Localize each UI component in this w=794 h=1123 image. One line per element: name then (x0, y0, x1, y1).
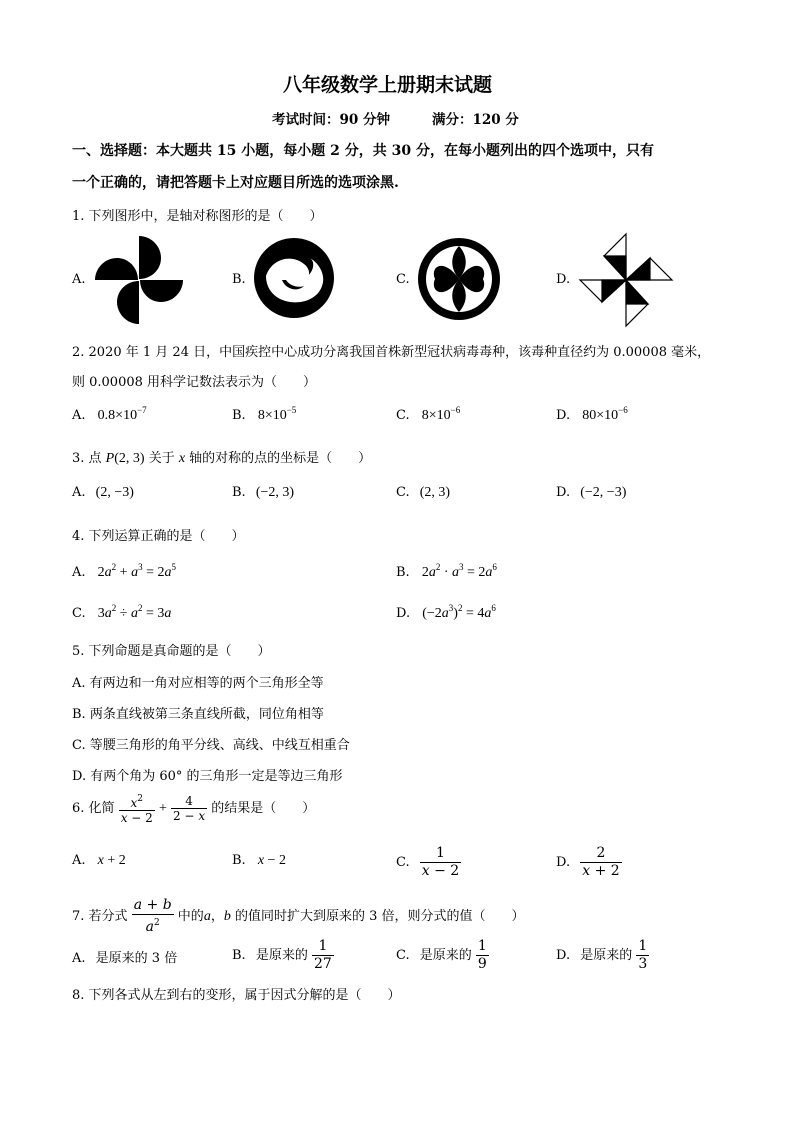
q6-option-c-label: C. (396, 855, 410, 870)
q7-post: 的值同时扩大到原来的 3 倍，则分式的值（ ） (230, 909, 525, 924)
question-1: 1. 下列图形中，是轴对称图形的是（ ） (72, 209, 323, 224)
q6-option-a: A. x + 2 (72, 853, 126, 868)
section-instructions-line1: 一、选择题：本大题共 15 小题，每小题 2 分，共 30 分，在每小题列出的四个选项中，只有 (72, 143, 654, 159)
q1-label-d: D. (556, 272, 571, 287)
q7-option-d (556, 938, 649, 973)
four-petal-circle-figure (416, 236, 502, 322)
q2-option-d-exp: −6 (618, 405, 628, 415)
q3-option-d (556, 485, 626, 501)
q3-option-a-value: (2, −3) (95, 485, 134, 500)
q7-option-c-fraction: $\frac{1}{9}$ (477, 938, 487, 972)
q6-fraction-1: $\frac{x^2}{x - 2}$ (120, 794, 153, 825)
q2-option-b-base: 8×10 (257, 408, 287, 423)
q7-var-a: a (203, 909, 211, 924)
q3-mid: 关于 (144, 451, 179, 466)
q7-fraction: $\frac{a + b}{a^2}$ (133, 897, 172, 935)
q4-option-d: D. $(-2a^3)^2 = 4a^6$ (396, 603, 496, 621)
q3-post: 轴的对称的点的坐标是（ ） (185, 451, 372, 466)
q3-option-b-label: B. (232, 485, 246, 500)
q7-option-d-text: 是原来的 (580, 948, 633, 963)
q3-option-c-value: (2, 3) (419, 485, 451, 500)
q4-option-b-label: B. (396, 565, 410, 580)
q5-option-a: A. 有两边和一角对应相等的两个三角形全等 (72, 676, 324, 691)
q5-option-c: C. 等腰三角形的角平分线、高线、中线互相重合 (72, 738, 350, 753)
q1-label-c: C. (396, 272, 410, 287)
q4-option-c-label: C. (72, 606, 86, 621)
q3-option-b (232, 485, 294, 501)
q6-option-a-label: A. (72, 853, 86, 868)
q1-label-b: B. (232, 272, 246, 287)
q7-option-b-fraction: $\frac{1}{27}$ (313, 938, 332, 972)
q3-option-a-label: A. (72, 485, 86, 500)
q7-option-b (232, 938, 334, 973)
q2-option-b-label: B. (232, 408, 246, 423)
swirl-circle-figure (252, 236, 336, 320)
q2-option-d-label: D. (556, 408, 571, 423)
question-6: 6. 化简 $\frac{x^2}{x - 2}$ + $\frac{4}{2 - x}$ 的结果是（ ） (72, 794, 316, 825)
question-2-line1: 2. 2020 年 1 月 24 日，中国疾控中心成功分离我国首株新型冠状病毒毒种，该毒种直径约为 0.00008 毫米， (72, 345, 711, 360)
q3-option-c (396, 485, 450, 501)
q2-option-d (556, 405, 628, 424)
q3-option-a (72, 485, 134, 501)
q7-option-b-text: 是原来的 (255, 948, 308, 963)
q2-option-c-label: C. (396, 408, 410, 423)
q6-option-d-fraction: $\frac{2}{x + 2}$ (582, 845, 620, 879)
q6-fraction-2: $\frac{4}{2 - x}$ (172, 794, 206, 823)
full-score: 满分：120 分 (432, 112, 519, 128)
question-7 (72, 897, 525, 936)
q7-option-a-label: A. (72, 951, 86, 966)
q2-option-a-base: 0.8×10 (97, 408, 138, 423)
q2-option-c-exp: −6 (450, 405, 461, 415)
q7-mid: 中的 (177, 909, 204, 924)
exam-time: 考试时间：90 分钟 (272, 112, 390, 128)
q5-option-d: D. 有两个角为 60° 的三角形一定是等边三角形 (72, 769, 343, 784)
q4-option-b: B. $2a^2 \cdot a^3 = 2a^6$ (396, 562, 497, 580)
q7-option-c-text: 是原来的 (419, 948, 472, 963)
question-5: 5. 下列命题是真命题的是（ ） (72, 644, 271, 659)
q6-post: 的结果是（ ） (211, 801, 316, 816)
q2-option-b (232, 405, 296, 424)
q3-axis: x (178, 451, 186, 466)
q6-pre: 6. 化简 (72, 801, 115, 816)
q2-option-a-label: A. (72, 408, 86, 423)
q7-option-c (396, 938, 489, 973)
q2-option-b-exp: −5 (286, 405, 297, 415)
q7-option-b-label: B. (232, 948, 246, 963)
question-4: 4. 下列运算正确的是（ ） (72, 529, 245, 544)
q7-option-a-text: 是原来的 3 倍 (95, 951, 178, 966)
page-title: 八年级数学上册期末试题 (283, 74, 493, 96)
q3-option-d-label: D. (556, 485, 571, 500)
q4-option-a: A. $2a^2 + a^3 = 2a^5$ (72, 562, 176, 580)
q6-option-c-fraction: $\frac{1}{x - 2}$ (421, 845, 460, 879)
q3-option-b-value: (−2, 3) (255, 485, 295, 500)
pinwheel-figure (91, 232, 187, 328)
q3-point: P (105, 451, 115, 466)
q6-option-c (396, 845, 461, 880)
question-2-line2: 则 0.00008 用科学记数法表示为（ ） (72, 375, 317, 390)
q3-option-c-label: C. (396, 485, 410, 500)
q3-option-d-value: (−2, −3) (580, 485, 627, 500)
q6-option-d-label: D. (556, 855, 571, 870)
q4-option-d-label: D. (396, 606, 411, 621)
question-8: 8. 下列各式从左到右的变形，属于因式分解的是（ ） (72, 988, 401, 1003)
section-instructions-line2: 一个正确的，请把答题卡上对应题目所选的选项涂黑. (72, 175, 399, 191)
q5-option-b: B. 两条直线被第三条直线所截，同位角相等 (72, 707, 324, 722)
q2-option-c-base: 8×10 (421, 408, 451, 423)
q7-option-d-label: D. (556, 948, 571, 963)
triangle-pinwheel-figure (578, 232, 674, 328)
q4-option-a-label: A. (72, 565, 86, 580)
q2-option-d-base: 80×10 (582, 408, 619, 423)
q7-var-b: b (223, 909, 231, 924)
q4-option-c: C. $3a^2 \div a^2 = 3a$ (72, 603, 172, 621)
q2-option-a (72, 405, 147, 424)
q7-option-c-label: C. (396, 948, 410, 963)
q7-option-d-fraction: $\frac{1}{3}$ (638, 938, 648, 972)
q7-comma: ， (210, 909, 224, 924)
q6-option-d (556, 845, 622, 880)
q7-option-a (72, 947, 177, 966)
q7-pre: 7. 若分式 (72, 909, 128, 924)
q3-pre: 3. 点 (72, 451, 106, 466)
question-3 (72, 447, 371, 467)
q2-option-c (396, 405, 460, 424)
q6-option-b: B. x − 2 (232, 853, 286, 868)
q3-coords: (2, 3) (114, 451, 145, 466)
q6-option-b-label: B. (232, 853, 246, 868)
q2-option-a-exp: −7 (137, 405, 147, 415)
q1-label-a: A. (72, 272, 86, 287)
